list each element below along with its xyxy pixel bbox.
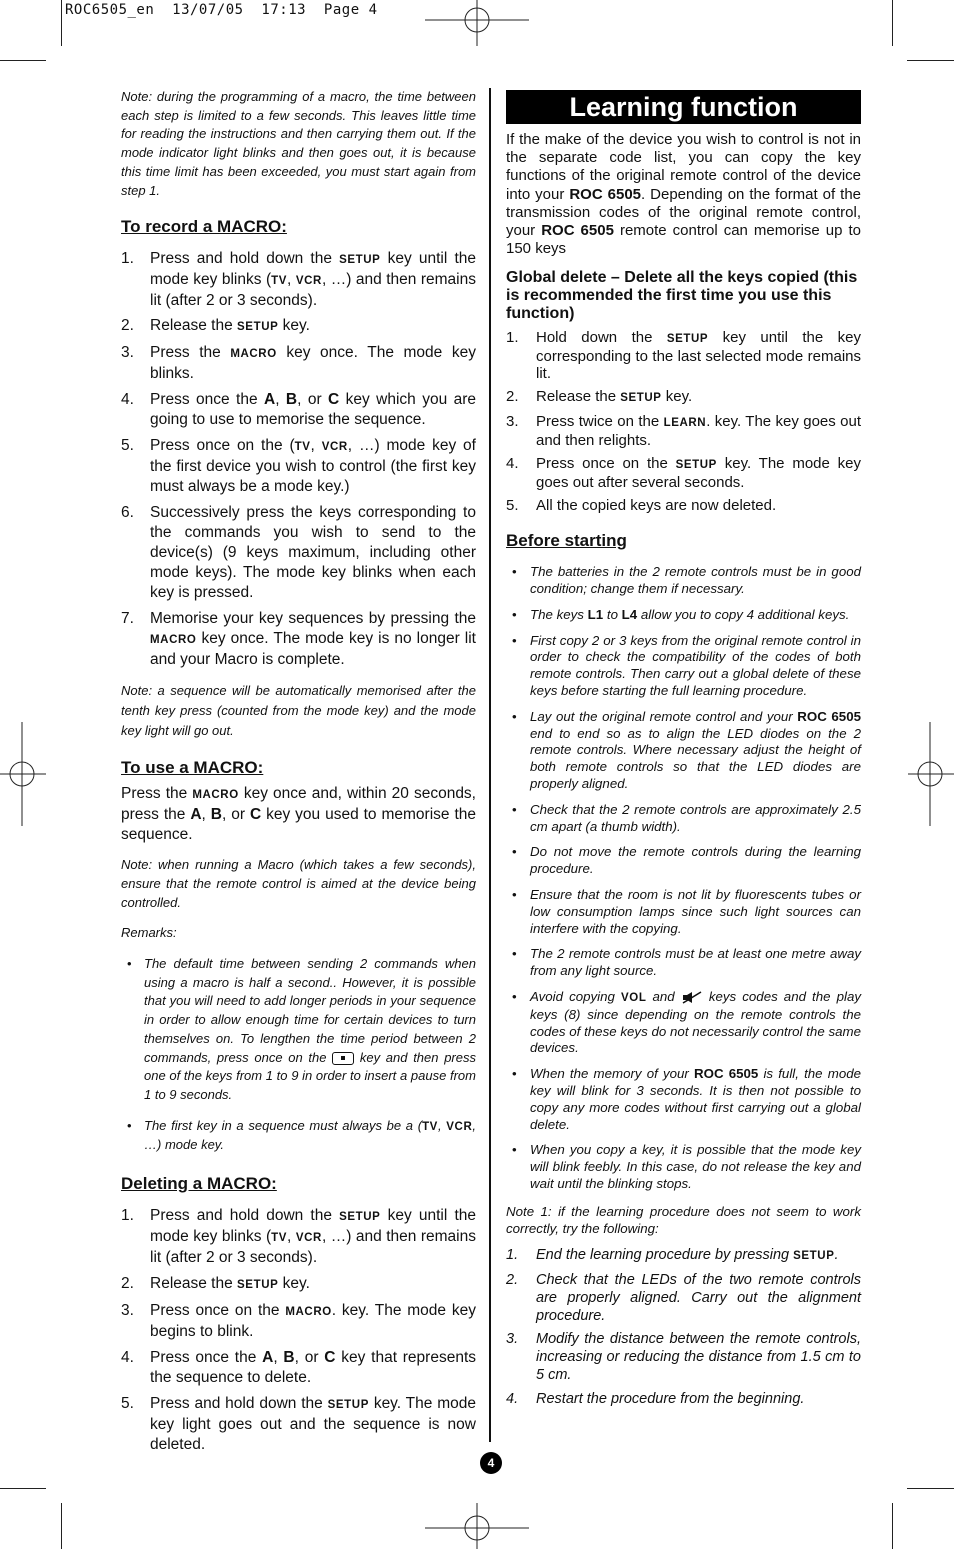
list-item: 5. Press once on the (TV, VCR, …) mode key of the first device you wish to control (the first key must always be a mode key.)	[121, 437, 476, 496]
list-item: 4. Press once the A, B, or C key that represents the sequence to delete.	[121, 1349, 477, 1387]
list-item: • Do not move the remote controls during the learning procedure.	[512, 844, 861, 877]
right-column	[506, 90, 861, 1409]
before-starting-list	[506, 564, 861, 1193]
list-item: • The 2 remote controls must be at least one metre away from any light source.	[512, 946, 861, 979]
list-item: 4. Press once the A, B, or C key which you are going to use to memorise the sequence.	[121, 391, 476, 429]
registration-mark-icon	[425, 1503, 529, 1549]
crop-mark	[61, 0, 62, 46]
troubleshooting-steps	[506, 1247, 861, 1408]
crop-mark	[61, 1503, 62, 1549]
crop-mark	[907, 60, 954, 61]
record-steps	[121, 249, 476, 670]
delete-steps	[121, 1206, 476, 1455]
before-starting-heading: Before starting	[506, 531, 627, 551]
remarks-list	[121, 955, 476, 1155]
crop-mark	[0, 60, 46, 61]
registration-mark-icon	[908, 722, 954, 826]
list-item: 3. Modify the distance between the remote controls, increasing or reducing the distance from 1.5 cm to 5 cm.	[506, 1331, 861, 1384]
left-column	[121, 88, 476, 1455]
list-item: • Ensure that the room is not lit by fluorescents tubes or low consumption lamps since such light sources can interfere with the copying.	[512, 886, 861, 936]
list-item: 3. Press the MACRO key once. The mode key blinks.	[121, 344, 476, 383]
list-item: • Lay out the original remote control and your ROC 6505 end to end so as to align the LED diodes on the 2 remote controls. Where necessary adjust the height of both remote controls so that the LED diodes are properly aligned.	[512, 708, 861, 791]
registration-mark-icon	[0, 722, 46, 826]
list-item: 5. All the copied keys are now deleted.	[506, 497, 777, 515]
crop-mark	[0, 1488, 46, 1489]
list-item: 5. Press and hold down the SETUP key. The mode key light goes out and the sequence is now deleted.	[121, 1395, 476, 1454]
global-delete-heading: Global delete – Delete all the keys copied (this is recommended the first time you use this function)	[506, 269, 858, 322]
note-1: Note 1: if the learning procedure does not seem to work correctly, try the following:	[506, 1203, 861, 1236]
list-item: 6. Successively press the keys corresponding to the commands you wish to send to the device(s) (9 keys maximum, including other mode keys). The mode key blinks when each key is pressed.	[121, 504, 476, 602]
list-item: 2. Release the SETUP key.	[121, 317, 310, 335]
registration-mark-icon	[425, 0, 529, 46]
list-item: 3. Press twice on the LEARN. key. The key goes out and then relights.	[506, 413, 861, 450]
learning-intro: If the make of the device you wish to control is not in the separate code list, you can copy the key functions of the original remote control of the device into your ROC 6505. Depending on the format of the transmission codes of the original remote control, your ROC 6505 remote control can memorise up to 150 keys	[506, 131, 862, 258]
crop-mark	[907, 1488, 954, 1489]
record-macro-heading: To record a MACRO:	[121, 217, 287, 237]
list-item: 4. Restart the procedure from the beginning.	[506, 1390, 805, 1407]
print-slug: ROC6505_en 13/07/05 17:13 Page 4	[65, 2, 378, 18]
use-note: Note: when running a Macro (which takes a few seconds), ensure that the remote control is aimed at the device being controlled.	[121, 857, 476, 910]
list-item: • When the memory of your ROC 6505 is full, the mode key will blink for 3 seconds. It is then not possible to copy any more codes without first carrying out a global delete.	[512, 1066, 861, 1132]
use-macro-heading: To use a MACRO:	[121, 758, 264, 778]
list-item: 2. Release the SETUP key.	[121, 1275, 310, 1293]
mute-icon	[681, 991, 703, 1004]
list-item: 7. Memorise your key sequences by pressing the MACRO key once. The mode key is no longer lit and your Macro is complete.	[121, 610, 476, 669]
list-item: • When you copy a key, it is possible that the mode key will blink feebly. In this case, do not release the key and wait until the blinking stops.	[512, 1142, 861, 1191]
list-item: • Avoid copying VOL and keys codes and the play keys (8) since depending on the remote controls the codes of these keys do not necessarily control the same devices.	[512, 988, 862, 1056]
list-item: 2. Release the SETUP key.	[506, 388, 693, 406]
delete-macro-heading: Deleting a MACRO:	[121, 1174, 277, 1194]
global-delete-steps	[506, 329, 861, 514]
list-item: • The first key in a sequence must always be a (TV, VCR, …) mode key.	[127, 1117, 476, 1153]
list-item: • The batteries in the 2 remote controls must be in good condition; change them if necessary.	[512, 564, 861, 596]
list-item: • The keys L1 to L4 allow you to copy 4 additional keys.	[512, 606, 850, 622]
crop-mark	[892, 0, 893, 46]
record-note: Note: a sequence will be automatically memorised after the tenth key press (counted from the mode key) and the mode key light will go out.	[121, 683, 476, 739]
learning-function-title: Learning function	[506, 90, 861, 124]
list-item: 4. Press once on the SETUP key. The mode key goes out after several seconds.	[506, 455, 861, 492]
intro-note: Note: during the programming of a macro, the time between each step is limited to a few seconds. This leaves little time for reading the instructions and then carrying them out. If the mode indicator light blinks and then goes out, it is because this time limit has been exceeded, you must start again from step 1.	[121, 89, 476, 198]
list-item: 3. Press once on the MACRO. key. The mode key begins to blink.	[121, 1302, 476, 1341]
list-item: 1. Press and hold down the SETUP key until the mode key blinks (TV, VCR, …) and then remains lit (after 2 or 3 seconds).	[121, 250, 476, 310]
list-item: 1. Press and hold down the SETUP key until the mode key blinks (TV, VCR, …) and then remains lit (after 2 or 3 seconds).	[121, 1207, 476, 1267]
pause-key-icon	[332, 1052, 354, 1065]
remarks-label: Remarks:	[121, 925, 177, 941]
list-item: 1. End the learning procedure by pressing SETUP.	[506, 1247, 839, 1264]
list-item: • First copy 2 or 3 keys from the original remote control in order to check the compatibility of the codes of both remote controls. Then carry out a global delete of these keys before starting the full learning procedure.	[512, 632, 861, 698]
page-number: 4	[480, 1452, 502, 1474]
list-item: • Check that the 2 remote controls are approximately 2.5 cm apart (a thumb width).	[512, 801, 861, 834]
use-macro-paragraph: Press the MACRO key once and, within 20 seconds, press the A, B, or C key you used to memorise the sequence.	[121, 785, 477, 844]
list-item: • The default time between sending 2 commands when using a macro is half a second.. However, it is possible that you will need to add longer periods in your sequence in order to allow enough time for certain devices to turn themselves on. To lengthen the time period between 2 commands, press once on the key and then press one of the keys from 1 to 9 in order to insert a pause from 1 to 9 seconds.	[127, 956, 476, 1102]
list-item: 1. Hold down the SETUP key until the key corresponding to the last selected mode remains lit.	[506, 329, 861, 383]
list-item: 2. Check that the LEDs of the two remote controls are properly aligned. Carry out the alignment procedure.	[506, 1272, 861, 1324]
column-divider	[489, 88, 491, 1442]
crop-mark	[892, 1503, 893, 1549]
